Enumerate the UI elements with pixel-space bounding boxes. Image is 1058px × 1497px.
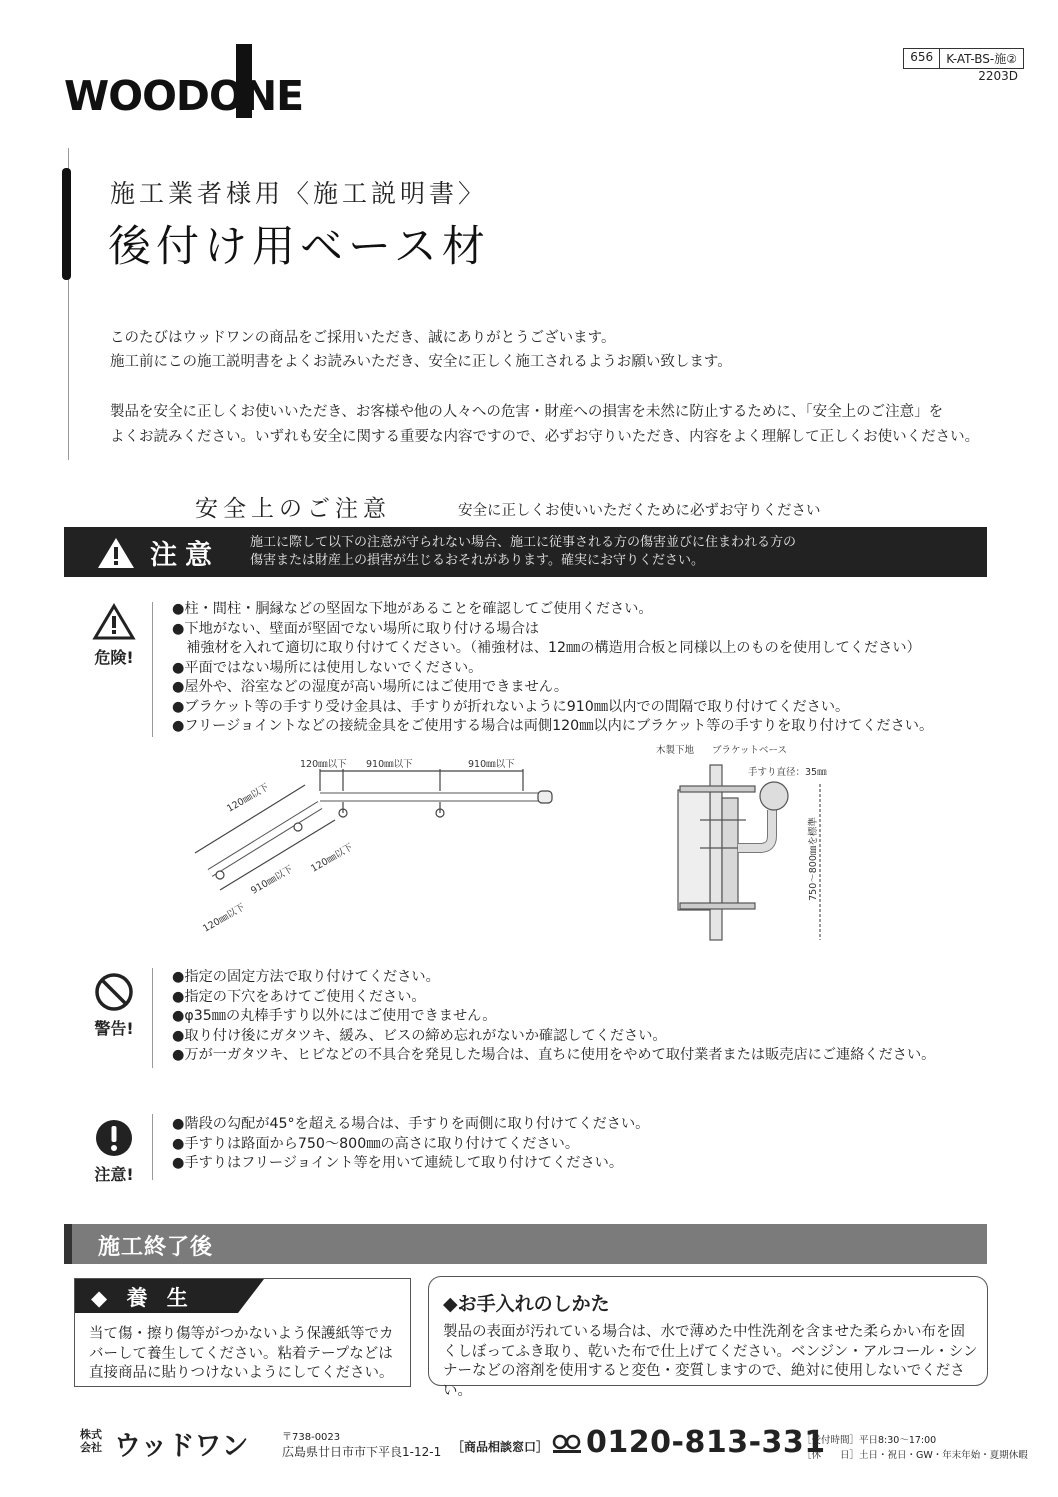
consultation-desk: ［商品相談窓口］: [452, 1440, 549, 1454]
company-prefix: [80, 1428, 102, 1454]
dim-120-slope: 120㎜以下: [225, 781, 272, 815]
list-item: ●平面ではない場所には使用しないでください。: [172, 659, 483, 676]
dim-120-bottom: 120㎜以下: [201, 901, 248, 935]
list-item: ●指定の下穴をあけてご使用ください。: [172, 988, 426, 1005]
caution-line: 施工に際して以下の注意が守られない場合、施工に従事される方の傷害並びに住まわれる方の: [250, 535, 797, 550]
caution-line: 傷害または財産上の損害が生じるおそれがあります。確実にお守りください。: [250, 553, 704, 568]
divider: [152, 968, 153, 1068]
label-bracket-base: ブラケットベース: [712, 745, 788, 756]
list-item: ●下地がない、壁面が堅固でない場所に取り付ける場合は: [172, 620, 540, 637]
para-line: 製品を安全に正しくお使いいただき、お客様や他の人々への危害・財産への損害を未然に防止するために、「安全上のご注意」を: [110, 404, 944, 420]
list-item: ●取り付け後にガタツキ、緩み、ビスの締め忘れがないか確認してください。: [172, 1027, 667, 1044]
doc-code: 656: [910, 50, 934, 64]
list-item: ●屋外や、浴室などの湿度が高い場所にはご使用できません。: [172, 679, 569, 695]
danger-list: [172, 600, 933, 737]
protection-box: [74, 1278, 411, 1387]
prohibition-icon: [94, 972, 134, 1012]
section-edge: [64, 1224, 72, 1264]
list-item: ●柱・間柱・胴縁などの堅固な下地があることを確認してご使用ください。: [172, 601, 653, 617]
dim-120-top: 120㎜以下: [300, 759, 347, 770]
document-code: [903, 48, 1024, 69]
text-line: 直接商品に貼りつけないようにしてください。: [89, 1365, 394, 1381]
list-item: ●手すりはフリージョイント等を用いて連続して取り付けてください。: [172, 1155, 624, 1171]
reception-hours: ［受付時間］平日8:30～17:00: [802, 1435, 937, 1446]
protection-header: [75, 1279, 238, 1313]
list-item: ●万が一ガタツキ、ヒビなどの不具合を発見した場合は、直ちに使用をやめて取付業者または販売店にご連絡ください。: [172, 1047, 936, 1063]
notice-block-icon: [84, 1118, 144, 1185]
list-item: 補強材を入れて適切に取り付けてください。（補強材は、12㎜の構造用合板と同様以上のものを使用してください）: [172, 640, 921, 656]
intro-text: [110, 326, 732, 374]
holidays: ［休 日］土日・祝日・GW・年末年始・夏期休暇: [802, 1450, 1028, 1461]
text-line: 製品の表面が汚れている場合は、水で薄めた中性洗剤を含ませた柔らかい布を固: [443, 1324, 965, 1340]
caution-banner: [64, 527, 987, 577]
notice-list: [172, 1115, 649, 1174]
protection-text: [89, 1325, 394, 1384]
list-item: ●フリージョイントなどの接続金具をご使用する場合は両側120㎜以内にブラケット等の手すりを取り付けてください。: [172, 718, 934, 734]
safety-paragraph: [110, 400, 979, 450]
divider: [152, 1114, 153, 1180]
prefix-line: 株式: [80, 1428, 102, 1441]
exclamation-icon: [94, 1118, 134, 1158]
text-line: ナーなどの溶剤を使用すると変色・変質しますので、絶対に使用しないでください。: [443, 1363, 965, 1399]
postal-code: 〒738-0023: [282, 1432, 341, 1443]
text-line: バーして養生してください。粘着テープなどは: [89, 1345, 393, 1362]
title-accent-bar: [62, 168, 71, 280]
list-item: ●手すりは路面から750～800㎜の高さに取り付けてください。: [172, 1135, 580, 1152]
company-address: 広島県廿日市市下平良1-12-1: [282, 1445, 442, 1459]
label-height: 750～800㎜を標準: [807, 817, 819, 901]
care-box: [428, 1276, 988, 1399]
danger-label: 危険!: [94, 648, 134, 667]
divider: [152, 602, 153, 737]
list-item: ●φ35㎜の丸棒手すり以外にはご使用できません。: [172, 1008, 497, 1024]
doc-id: K-AT-BS-施②: [939, 49, 1023, 68]
free-dial-icon: [552, 1433, 582, 1455]
text-line: くしぼってふき取り、乾いた布で仕上げてください。ベンジン・アルコール・シン: [443, 1343, 978, 1360]
woodone-logo: [64, 44, 309, 122]
notice-label: 注意!: [94, 1165, 134, 1184]
care-title: ◆お手入れのしかた: [443, 1293, 610, 1315]
caution-text: [250, 534, 796, 570]
label-wood-base: 木製下地: [656, 745, 695, 756]
page-title: 後付け用ベース材: [108, 222, 490, 272]
care-text: [443, 1323, 987, 1401]
header-tab-shape: [238, 1279, 264, 1313]
intro-line: このたびはウッドワンの商品をご採用いただき、誠にありがとうございます。: [110, 330, 616, 346]
label-diameter: 手すり直径：35㎜: [748, 767, 827, 778]
list-item: ●指定の固定方法で取り付けてください。: [172, 969, 440, 985]
warning-block-icon: [84, 972, 144, 1039]
text-line: 当て傷・擦り傷等がつかないよう保護紙等でカ: [89, 1326, 394, 1342]
logo-text: WOODONE: [64, 72, 304, 120]
caution-label: 注意: [150, 540, 220, 571]
page-subtitle: 施工業者様用〈施工説明書〉: [110, 179, 488, 208]
para-line: よくお読みください。いずれも安全に関する重要な内容ですので、必ずお守りいただき、内容をよく理解して正しくお使いください。: [110, 429, 980, 445]
safety-note: 安全に正しくお使いいただくために必ずお守りください: [458, 503, 821, 519]
warning-list: [172, 968, 935, 1066]
section-title: 施工終了後: [98, 1235, 214, 1260]
safety-heading: 安全上のご注意: [195, 496, 391, 522]
danger-block-icon: [84, 603, 144, 668]
intro-line: 施工前にこの施工説明書をよくお読みいただき、安全に正しく施工されるようお願い致します。: [110, 354, 732, 370]
dim-910-slope: 910㎜以下: [249, 863, 296, 897]
after-construction-header: [64, 1224, 987, 1264]
phone-number[interactable]: 0120-813-331: [586, 1425, 826, 1460]
dim-910-b: 910㎜以下: [468, 759, 515, 770]
warning-triangle-icon: [92, 603, 136, 641]
dim-120-slope-b: 120㎜以下: [309, 841, 356, 875]
company-name: ウッドワン: [114, 1431, 249, 1462]
warning-label: 警告!: [94, 1019, 134, 1038]
list-item: ●階段の勾配が45°を超える場合は、手すりを両側に取り付けてください。: [172, 1116, 650, 1132]
protection-title: ◆ 養 生: [91, 1286, 194, 1310]
list-item: ●ブラケット等の手すり受け金具は、手すりが折れないように910㎜以内での間隔で取り付けてください。: [172, 698, 850, 715]
dim-910-a: 910㎜以下: [366, 759, 413, 770]
warning-triangle-icon: [96, 536, 136, 570]
prefix-line: 会社: [80, 1441, 102, 1454]
doc-version: 2203D: [978, 69, 1018, 83]
